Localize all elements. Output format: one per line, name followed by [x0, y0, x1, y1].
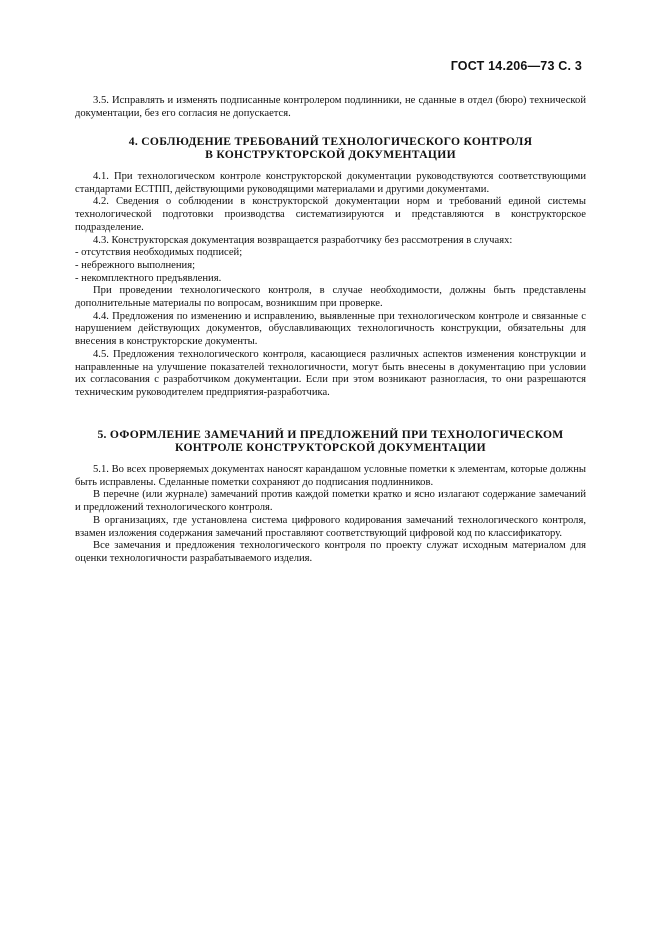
paragraph-4-2: 4.2. Сведения о соблюдении в конструкторской документации норм и требований единой системы технологической подготовки производства систематизируются и представляются в конструкторское подразделение.: [75, 196, 586, 233]
paragraph-4-3: 4.3. Конструкторская документация возвращается разработчику без рассмотрения в случаях:: [93, 234, 513, 246]
list-item: - отсутствия необходимых подписей;: [75, 247, 243, 259]
section-5-heading-line-1: 5. ОФОРМЛЕНИЕ ЗАМЕЧАНИЙ И ПРЕДЛОЖЕНИЙ ПРИ ТЕХНОЛОГИЧЕСКОМ: [97, 428, 564, 441]
paragraph-4-1: 4.1. При технологическом контроле конструкторской документации руководствуются соответствующими стандартами ЕСТПП, действующими руководящими материалами и другими документами.: [75, 171, 586, 195]
section-5-body: [75, 464, 586, 566]
paragraph-4-3-continued: При проведении технологического контроля, в случае необходимости, должны быть представлены дополнительные материалы по вопросам, возникшим при проверке.: [75, 285, 586, 310]
section-4-body: [75, 171, 586, 400]
paragraph-3-5: 3.5. Исправлять и изменять подписанные контролером подлинники, не сданные в отдел (бюро) технической документации, без его согласия не допускается.: [75, 95, 586, 119]
paragraph-5-1-d: Все замечания и предложения технологического контроля по проекту служат исходным материалом для оценки технологичности разрабатываемого изделия.: [75, 540, 586, 564]
paragraph-5-1-b: В перечне (или журнале) замечаний против каждой пометки кратко и ясно излагают содержание замечаний и предложений технологического контроля.: [75, 489, 586, 514]
paragraph-4-4: 4.4. Предложения по изменению и исправлению, выявленные при технологическом контроле и связанные с нарушением действующих документов, обуславливающих технологичность конструкции, обязательны для внесения в конструкторские документы.: [75, 310, 586, 348]
section-5-heading: [75, 428, 586, 454]
list-item: - небрежного выполнения;: [75, 259, 196, 271]
paragraph-5-1-c: В организациях, где установлена система цифрового кодирования замечаний технологического контроля, взамен изложения содержания замечаний проставляют соответствующий цифровой код по классификатору.: [75, 514, 586, 539]
section-4-heading-line-2: В КОНСТРУКТОРСКОЙ ДОКУМЕНТАЦИИ: [205, 148, 456, 161]
paragraph-5-1: 5.1. Во всех проверяемых документах наносят карандашом условные пометки к элементам, которые должны быть исправлены. Сделанные пометки сохраняют до подписания подлинников.: [75, 464, 586, 488]
list-item: - некомплектного предъявления.: [75, 272, 222, 284]
section-4-heading: [75, 135, 586, 161]
section-3-tail: [75, 95, 586, 120]
section-4-heading-line-1: 4. СОБЛЮДЕНИЕ ТРЕБОВАНИЙ ТЕХНОЛОГИЧЕСКОГО КОНТРОЛЯ: [128, 135, 533, 148]
section-5-heading-line-2: КОНТРОЛЕ КОНСТРУКТОРСКОЙ ДОКУМЕНТАЦИИ: [175, 441, 486, 454]
paragraph-4-5: 4.5. Предложения технологического контроля, касающиеся различных аспектов изменения конструкции и направленные на улучшение показателей технологичности, могут быть внесены в документацию при условии их согласования с разработчиком документации. Если при этом возникают разногласия, то они разрешаются техническим руководителем предприятия-разработчика.: [75, 348, 586, 398]
running-header: ГОСТ 14.206—73 С. 3: [450, 59, 582, 73]
